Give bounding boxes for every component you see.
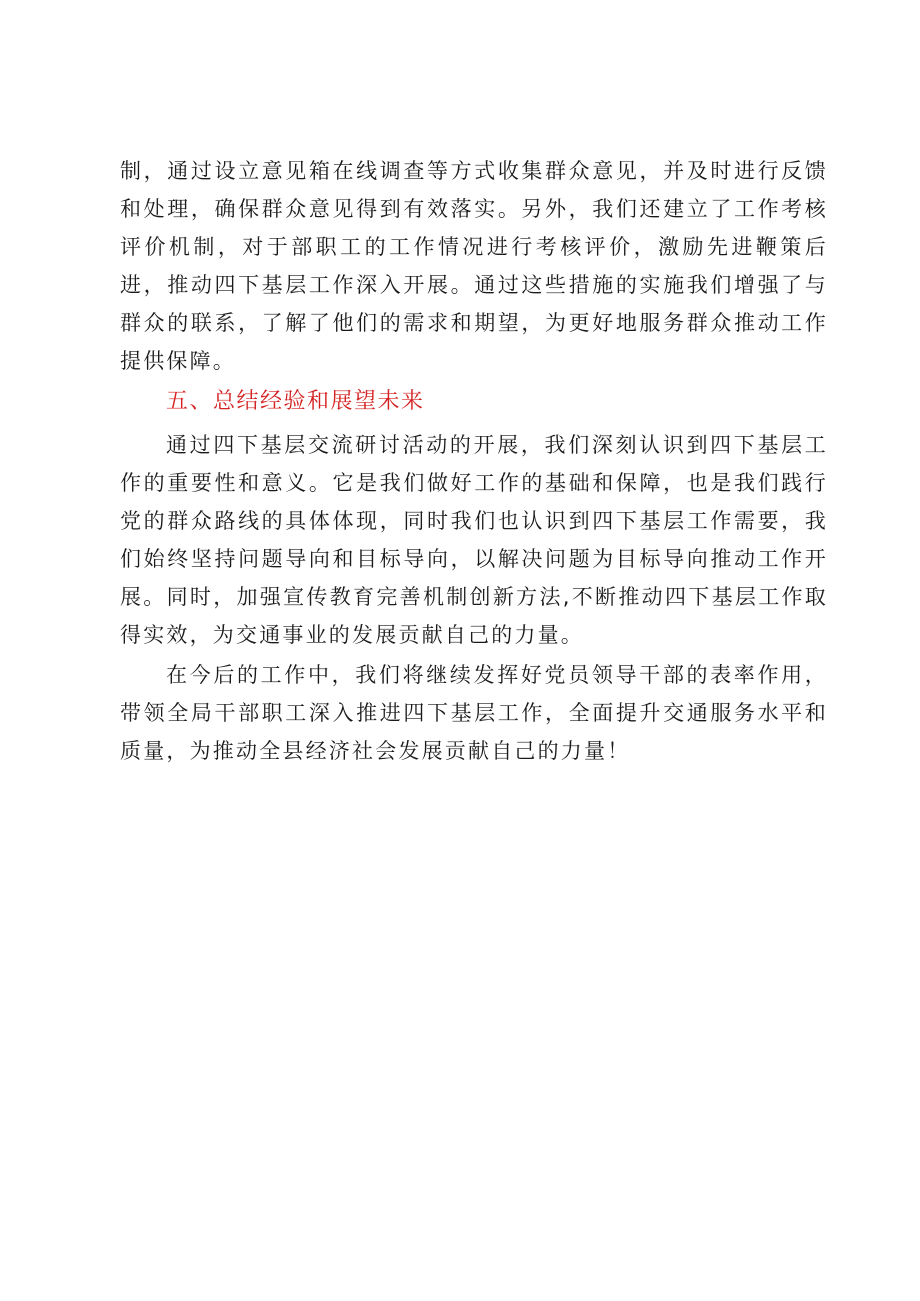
paragraph-outlook: 在今后的工作中，我们将继续发挥好党员领导干部的表率作用，带领全局干部职工深入推进四下基层工作，全面提升交通服务水平和质量，为推动全县经济社会发展贡献自己的力量！ — [120, 663, 828, 763]
paragraph-continued: 制，通过设立意见箱在线调查等方式收集群众意见，并及时进行反馈和处理，确保群众意见得到有效落实。另外，我们还建立了工作考核评价机制，对于部职工的工作情况进行考核评价，激励先进鞭策后进，推动四下基层工作深入开展。通过这些措施的实施我们增强了与群众的联系，了解了他们的需求和期望，为更好地服务群众推动工作提供保障。 — [120, 159, 828, 373]
paragraph-summary: 通过四下基层交流研讨活动的开展，我们深刻认识到四下基层工作的重要性和意义。它是我们做好工作的基础和保障，也是我们践行党的群众路线的具体体现，同时我们也认识到四下基层工作需要，我们始终坚持问题导向和目标导向，以解决问题为目标导向推动工作开展。同时，加强宣传教育完善机制创新方法,不断推动四下基层工作取得实效，为交通事业的发展贡献自己的力量。 — [120, 433, 828, 647]
document-body — [120, 152, 828, 772]
section-heading: 五、总结经验和展望未来 — [166, 389, 425, 414]
